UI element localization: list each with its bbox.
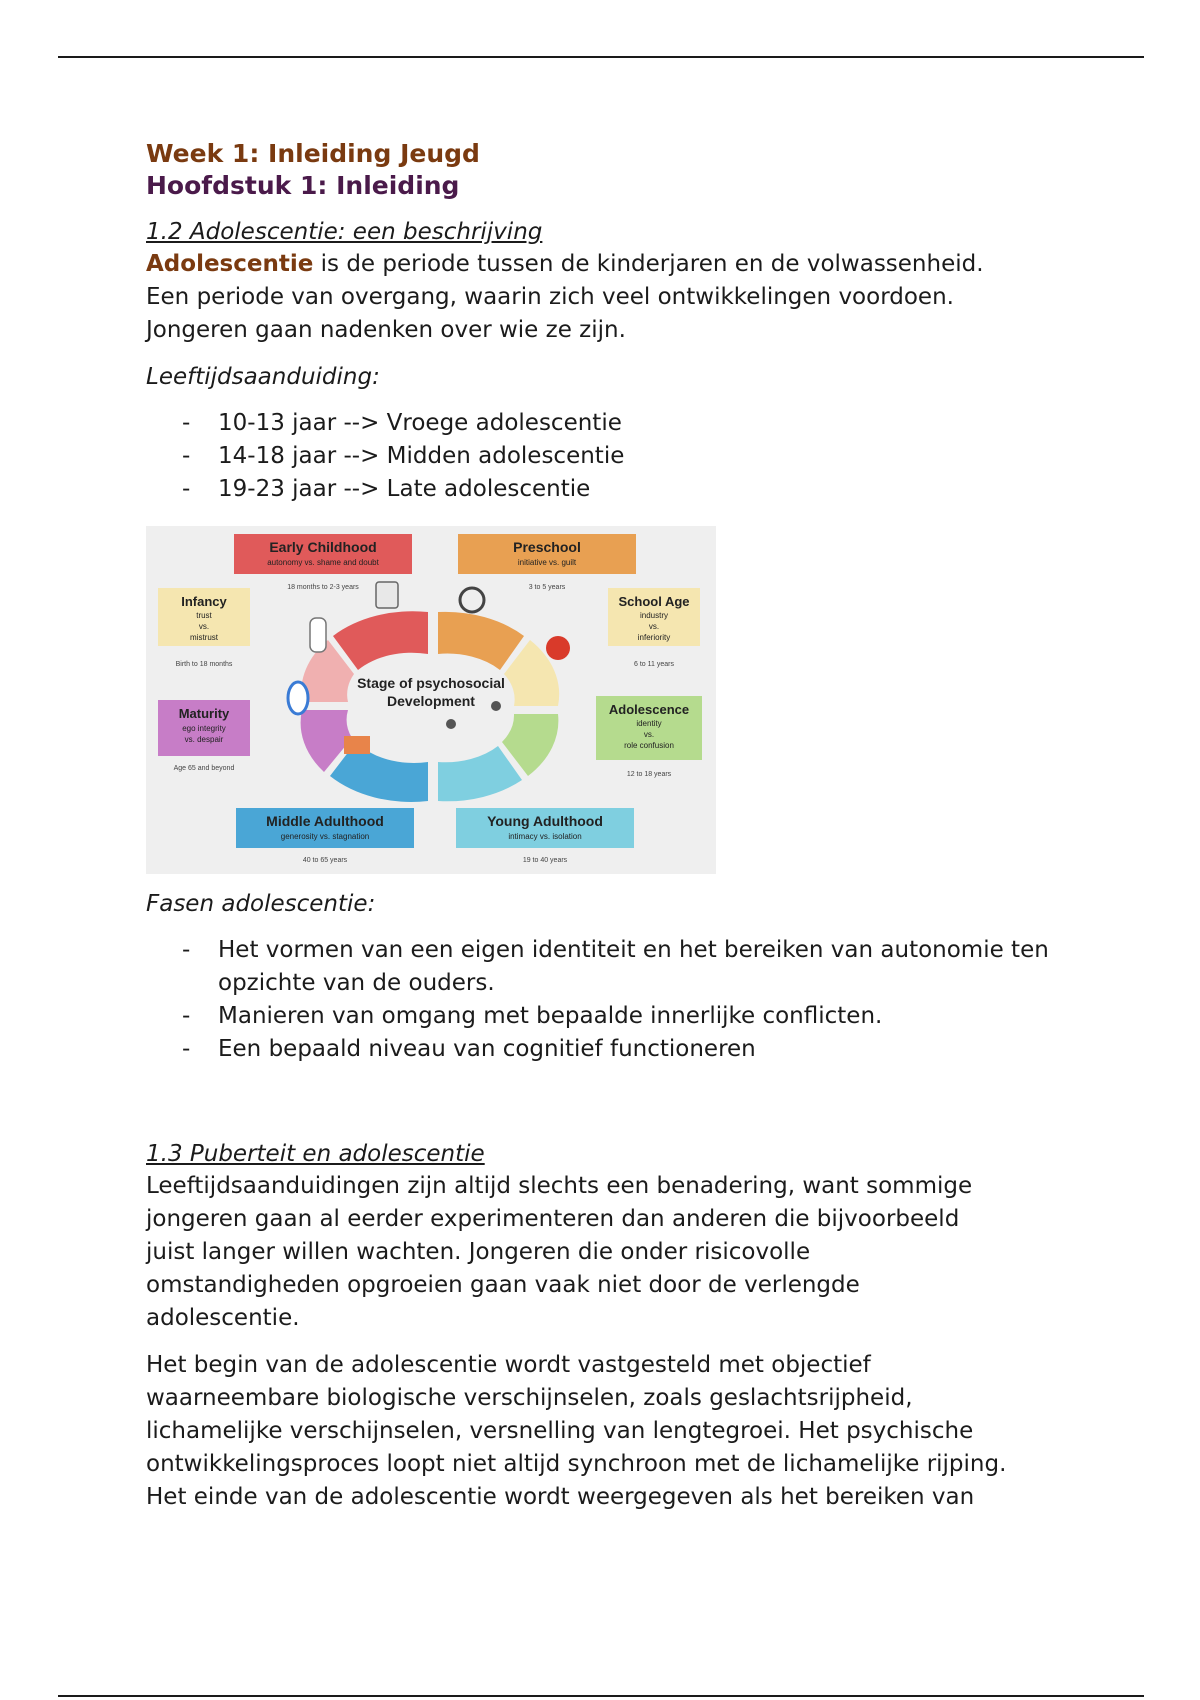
baby-bottle-icon — [310, 618, 326, 652]
stage-line-adolescence: role confusion — [624, 741, 674, 750]
ring-segment-early-childhood — [333, 611, 428, 670]
stage-age-infancy: Birth to 18 months — [175, 661, 233, 668]
phases-heading: Fasen adolescentie: — [146, 891, 376, 917]
stage-age-maturity: Age 65 and beyond — [173, 765, 235, 772]
stage-subtitle-middle-adulthood: generosity vs. stagnation — [280, 832, 370, 841]
stage-title-early-childhood: Early Childhood — [269, 539, 377, 555]
psychosocial-development-diagram — [146, 526, 716, 874]
stage-title-young-adulthood: Young Adulthood — [487, 813, 603, 829]
paragraph-start-of-adolescence — [146, 1349, 1076, 1514]
house-icon — [344, 736, 370, 754]
diagram-center-line-1: Stage of psychosocial — [357, 675, 505, 691]
top-rule — [58, 56, 1144, 58]
stage-age-middle-adulthood: 40 to 65 years — [302, 857, 348, 864]
page-content — [146, 138, 1076, 1514]
week-title: Week 1: Inleiding Jeugd — [146, 139, 480, 168]
paragraph-line: waarneembare biologische verschijnselen, zoals geslachtsrijpheid, — [146, 1385, 913, 1411]
paragraph-line: juist langer willen wachten. Jongeren die onder risicovolle — [146, 1239, 811, 1265]
list-item — [146, 440, 1076, 473]
stage-age-school-age: 6 to 11 years — [634, 661, 674, 668]
stage-line-maturity: ego integrity — [182, 724, 226, 733]
section-1-2-title: 1.2 Adolescentie: een beschrijving — [146, 219, 543, 245]
adolescence-definition — [146, 248, 1076, 281]
stage-title-adolescence: Adolescence — [608, 702, 690, 717]
stage-line-adolescence: vs. — [643, 730, 655, 739]
ring-segment-young-adulthood — [438, 746, 522, 801]
stage-age-young-adulthood: 19 to 40 years — [522, 857, 568, 864]
stage-age-adolescence: 12 to 18 years — [626, 771, 672, 778]
apple-icon — [546, 636, 570, 660]
people-icon — [491, 701, 501, 711]
stage-title-preschool: Preschool — [513, 539, 581, 555]
stage-line-maturity: vs. despair — [184, 735, 224, 744]
list-item — [146, 1000, 1076, 1033]
bottom-rule — [58, 1695, 1144, 1697]
ring-segment-preschool — [438, 612, 524, 670]
adolescence-term: Adolescentie — [146, 251, 314, 277]
stage-age-early-childhood: 18 months to 2-3 years — [287, 584, 359, 591]
list-item-text: 19-23 jaar --> Late adolescentie — [218, 476, 591, 502]
paragraph-line: lichamelijke verschijnselen, versnelling van lengtegroei. Het psychische — [146, 1418, 974, 1444]
bullet-dash: - — [182, 937, 191, 963]
stage-title-school-age: School Age — [618, 594, 690, 609]
age-list — [146, 407, 1076, 506]
stage-line-infancy: vs. — [198, 622, 210, 631]
list-item — [146, 934, 1076, 1000]
paragraph-line: jongeren gaan al eerder experimenteren dan anderen die bijvoorbeeld — [146, 1206, 960, 1232]
bullet-dash: - — [182, 1036, 191, 1062]
chapter-title: Hoofdstuk 1: Inleiding — [146, 171, 460, 200]
bullet-dash: - — [182, 410, 191, 436]
definition-rest: is de periode tussen de kinderjaren en de volwassenheid. — [313, 251, 984, 277]
stage-line-infancy: trust — [196, 611, 212, 620]
stage-subtitle-young-adulthood: intimacy vs. isolation — [508, 832, 582, 841]
list-item — [146, 473, 1076, 506]
stage-subtitle-early-childhood: autonomy vs. shame and doubt — [267, 558, 379, 567]
stage-line-adolescence: identity — [636, 719, 662, 728]
stage-subtitle-preschool: initiative vs. guilt — [517, 558, 577, 567]
list-item-text: Een bepaald niveau van cognitief functioneren — [218, 1036, 756, 1062]
paragraph-line: ontwikkelingsproces loopt niet altijd synchroon met de lichamelijke rijping. — [146, 1451, 1007, 1477]
stage-line-infancy: mistrust — [190, 633, 218, 642]
paragraph-line: Het einde van de adolescentie wordt weergegeven als het bereiken van — [146, 1484, 975, 1510]
paragraph-line: Leeftijdsaanduidingen zijn altijd slechts een benadering, want sommige — [146, 1173, 973, 1199]
paragraph-age-approximation — [146, 1170, 1076, 1335]
list-item-text: Het vormen van een eigen identiteit en het bereiken van autonomie ten opzichte van de ouders. — [218, 937, 1049, 996]
paragraph-line: adolescentie. — [146, 1305, 300, 1331]
diagram-center-line-2: Development — [387, 693, 475, 709]
list-item-text: 10-13 jaar --> Vroege adolescentie — [218, 410, 622, 436]
stage-title-maturity: Maturity — [178, 706, 230, 721]
stage-line-school-age: vs. — [648, 622, 660, 631]
definition-line-2: Een periode van overgang, waarin zich veel ontwikkelingen voordoen. — [146, 284, 954, 310]
section-1-3-title: 1.3 Puberteit en adolescentie — [146, 1141, 485, 1167]
stage-line-school-age: inferiority — [637, 633, 671, 642]
bullet-dash: - — [182, 443, 191, 469]
phases-list — [146, 934, 1076, 1066]
list-item-text: Manieren van omgang met bepaalde innerlijke conflicten. — [218, 1003, 883, 1029]
stage-line-school-age: industry — [639, 611, 669, 620]
list-item — [146, 407, 1076, 440]
couple-icon — [446, 719, 456, 729]
age-heading: Leeftijdsaanduiding: — [146, 364, 380, 390]
paragraph-line: omstandigheden opgroeien gaan vaak niet door de verlengde — [146, 1272, 860, 1298]
toilet-icon — [376, 582, 398, 608]
stage-title-middle-adulthood: Middle Adulthood — [266, 813, 384, 829]
bullet-dash: - — [182, 1003, 191, 1029]
mirror-icon — [288, 682, 308, 714]
list-item-text: 14-18 jaar --> Midden adolescentie — [218, 443, 625, 469]
stage-title-infancy: Infancy — [181, 594, 227, 609]
stage-age-preschool: 3 to 5 years — [528, 584, 566, 591]
definition-line-3: Jongeren gaan nadenken over wie ze zijn. — [146, 317, 626, 343]
bullet-dash: - — [182, 476, 191, 502]
list-item — [146, 1033, 1076, 1066]
paragraph-line: Het begin van de adolescentie wordt vastgesteld met objectief — [146, 1352, 871, 1378]
magnifier-icon — [460, 588, 484, 612]
